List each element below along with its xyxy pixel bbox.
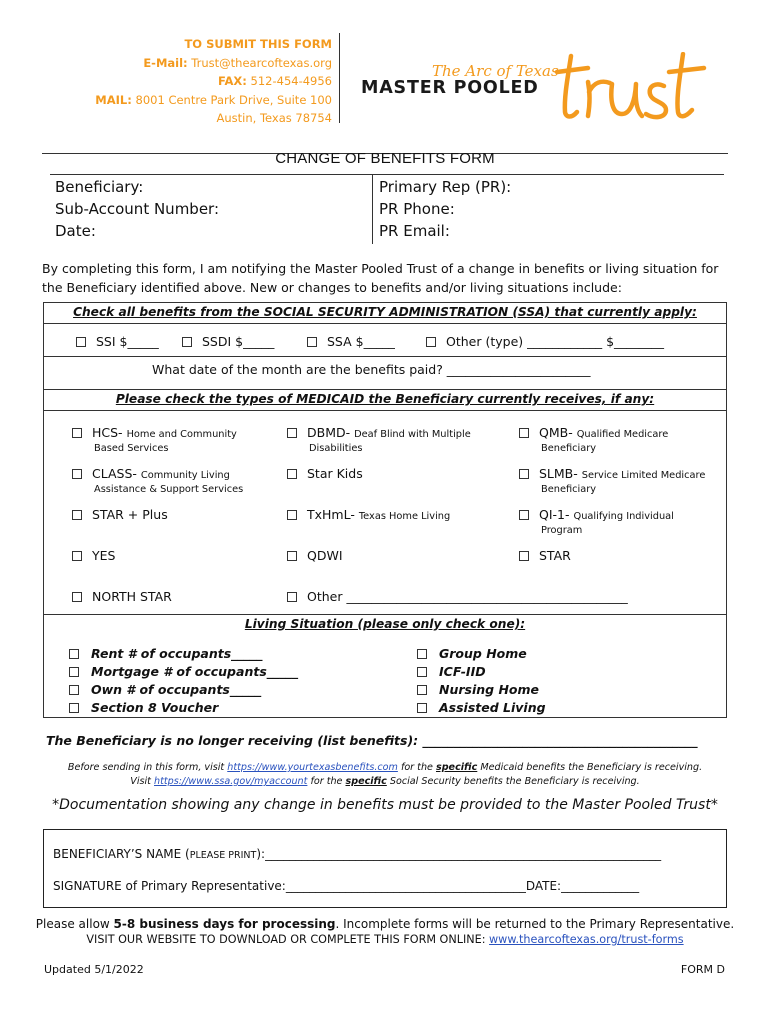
pr-email-label[interactable]: PR Email: [379, 222, 450, 240]
checkbox-icon [182, 337, 192, 347]
mail-label: MAIL: [95, 92, 132, 107]
checkbox-icon [417, 703, 427, 713]
medicaid-heading-rule [44, 410, 726, 411]
before-sending-line1: Before sending in this form, visit https://www.yourtexasbenefits.com for the specific Medicaid benefits the Beneficiary is receiving. [67, 762, 703, 773]
checkbox-icon [69, 703, 79, 713]
checkbox-icon [287, 469, 297, 479]
intro-paragraph: By completing this form, I am notifying the Master Pooled Trust of a change in benefits or living situation for the Beneficiary identified above. New or changes to benefits and/or living situations include: [42, 261, 719, 295]
ssa-heading-rule [44, 323, 726, 324]
medicaid-north-star[interactable]: NORTH STAR [72, 590, 172, 604]
website-note: VISIT OUR WEBSITE TO DOWNLOAD OR COMPLETE THIS FORM ONLINE: www.thearcoftexas.org/trust-forms [86, 933, 684, 946]
processing-note: Please allow 5-8 business days for processing. Incomplete forms will be returned to the Primary Representative. [35, 917, 735, 931]
info-divider [372, 174, 373, 244]
date-label[interactable]: Date: [55, 222, 96, 240]
before-sending-line2: Visit https://www.ssa.gov/myaccount for the specific Social Security benefits the Beneficiary is receiving. [130, 776, 640, 787]
checkbox-icon [287, 551, 297, 561]
medicaid-yes[interactable]: YES [72, 549, 115, 563]
logo-master-pooled: MASTER POOLED [361, 78, 539, 98]
medicaid-other[interactable]: Other _____________________________________________ [287, 590, 628, 604]
checkbox-icon [417, 649, 427, 659]
medicaid-qi1[interactable]: QI-1- Qualifying Individual Program [519, 508, 674, 538]
documentation-note: *Documentation showing any change in benefits must be provided to the Master Pooled Trust* [52, 797, 718, 813]
signature-date-field[interactable]: SIGNATURE of Primary Representative:________________________________________DATE:_____________ [53, 879, 640, 893]
signature-box [43, 829, 727, 908]
medicaid-heading: Please check the types of MEDICAID the Beneficiary currently receives, if any: [115, 392, 655, 406]
form-id: FORM D [680, 963, 725, 976]
trust-forms-link[interactable]: www.thearcoftexas.org/trust-forms [489, 933, 684, 946]
ssi-checkbox[interactable] [76, 334, 159, 349]
ssa-row-rule [44, 356, 726, 357]
date-paid-question[interactable]: What date of the month are the benefits paid? _______________________ [152, 362, 591, 377]
living-icf-iid[interactable]: ICF-IID [417, 663, 546, 681]
ssa-myaccount-link[interactable]: https://www.ssa.gov/myaccount [154, 776, 308, 787]
logo-arc-text: The Arc of Texas [432, 62, 559, 80]
ssa-heading: Check all benefits from the SOCIAL SECURITY ADMINISTRATION (SSA) that currently apply: [73, 305, 697, 319]
medicaid-star[interactable]: STAR [519, 549, 571, 563]
mail-value: 8001 Centre Park Drive, Suite 100 [135, 92, 332, 107]
checkbox-icon [69, 685, 79, 695]
fax-value: 512-454-4956 [250, 74, 332, 88]
yourtexasbenefits-link[interactable]: https://www.yourtexasbenefits.com [227, 762, 398, 773]
ssa-label: SSA $_____ [327, 334, 395, 349]
ssdi-checkbox[interactable] [182, 334, 274, 349]
checkbox-icon [417, 667, 427, 677]
living-mortgage[interactable]: Mortgage # of occupants_____ [69, 663, 298, 681]
beneficiary-name-field[interactable]: BENEFICIARY’S NAME (PLEASE PRINT):__________________________________________________________________ [53, 847, 662, 861]
checkbox-icon [72, 469, 82, 479]
medicaid-star-kids[interactable]: Star Kids [287, 467, 363, 481]
checkbox-icon [69, 649, 79, 659]
checkbox-icon [76, 337, 86, 347]
medicaid-slmb[interactable]: SLMB- Service Limited Medicare Beneficiary [519, 467, 705, 497]
ssdi-label: SSDI $_____ [202, 334, 275, 349]
medicaid-qdwi[interactable]: QDWI [287, 549, 343, 563]
pr-phone-label[interactable]: PR Phone: [379, 200, 455, 218]
updated-date: Updated 5/1/2022 [44, 963, 144, 976]
living-left-column [69, 645, 298, 717]
ssa-other-checkbox[interactable] [426, 334, 664, 349]
living-nursing-home[interactable]: Nursing Home [417, 681, 546, 699]
sub-account-label[interactable]: Sub-Account Number: [55, 200, 220, 218]
checkbox-icon [72, 551, 82, 561]
checkbox-icon [519, 510, 529, 520]
ssa-checkbox[interactable] [307, 334, 395, 349]
medicaid-top-rule [44, 389, 726, 390]
living-section8[interactable]: Section 8 Voucher [69, 699, 298, 717]
checkbox-icon [72, 428, 82, 438]
email-label: E-Mail: [143, 55, 188, 70]
submit-info [95, 35, 332, 128]
checkbox-icon [519, 551, 529, 561]
medicaid-class[interactable]: CLASS- Community Living Assistance & Support Services [72, 467, 243, 497]
city-value: Austin, Texas 78754 [216, 111, 332, 125]
beneficiary-label[interactable]: Beneficiary: [55, 178, 144, 196]
checkbox-icon [69, 667, 79, 677]
checkbox-icon [519, 469, 529, 479]
ssi-label: SSI $_____ [96, 334, 159, 349]
checkbox-icon [287, 592, 297, 602]
living-top-rule [44, 614, 726, 615]
checkbox-icon [287, 428, 297, 438]
living-rent[interactable]: Rent # of occupants_____ [69, 645, 298, 663]
living-assisted[interactable]: Assisted Living [417, 699, 546, 717]
checkbox-icon [72, 592, 82, 602]
medicaid-star-plus[interactable]: STAR + Plus [72, 508, 168, 522]
living-own[interactable]: Own # of occupants_____ [69, 681, 298, 699]
medicaid-qmb[interactable]: QMB- Qualified Medicare Beneficiary [519, 426, 668, 456]
checkbox-icon [72, 510, 82, 520]
checkbox-icon [307, 337, 317, 347]
checkbox-icon [287, 510, 297, 520]
medicaid-hcs[interactable]: HCS- Home and Community Based Services [72, 426, 237, 456]
checkbox-icon [417, 685, 427, 695]
medicaid-dbmd[interactable]: DBMD- Deaf Blind with Multiple Disabilities [287, 426, 471, 456]
form-title: CHANGE OF BENEFITS FORM [275, 150, 495, 167]
email-value[interactable]: Trust@thearcoftexas.org [191, 55, 332, 70]
living-group-home[interactable]: Group Home [417, 645, 546, 663]
submit-title: TO SUBMIT THIS FORM [184, 37, 332, 51]
living-right-column [417, 645, 546, 717]
header-divider [339, 33, 340, 123]
medicaid-txhml[interactable]: TxHmL- Texas Home Living [287, 508, 450, 524]
living-heading: Living Situation (please only check one): [244, 617, 526, 631]
checkbox-icon [426, 337, 436, 347]
no-longer-receiving-field[interactable]: The Beneficiary is no longer receiving (list benefits): ____________________________________________ [46, 733, 698, 748]
ssa-other-label: Other (type) ____________ $________ [446, 334, 665, 349]
checkbox-icon [519, 428, 529, 438]
fax-label: FAX: [217, 74, 247, 88]
primary-rep-label[interactable]: Primary Rep (PR): [379, 178, 512, 196]
